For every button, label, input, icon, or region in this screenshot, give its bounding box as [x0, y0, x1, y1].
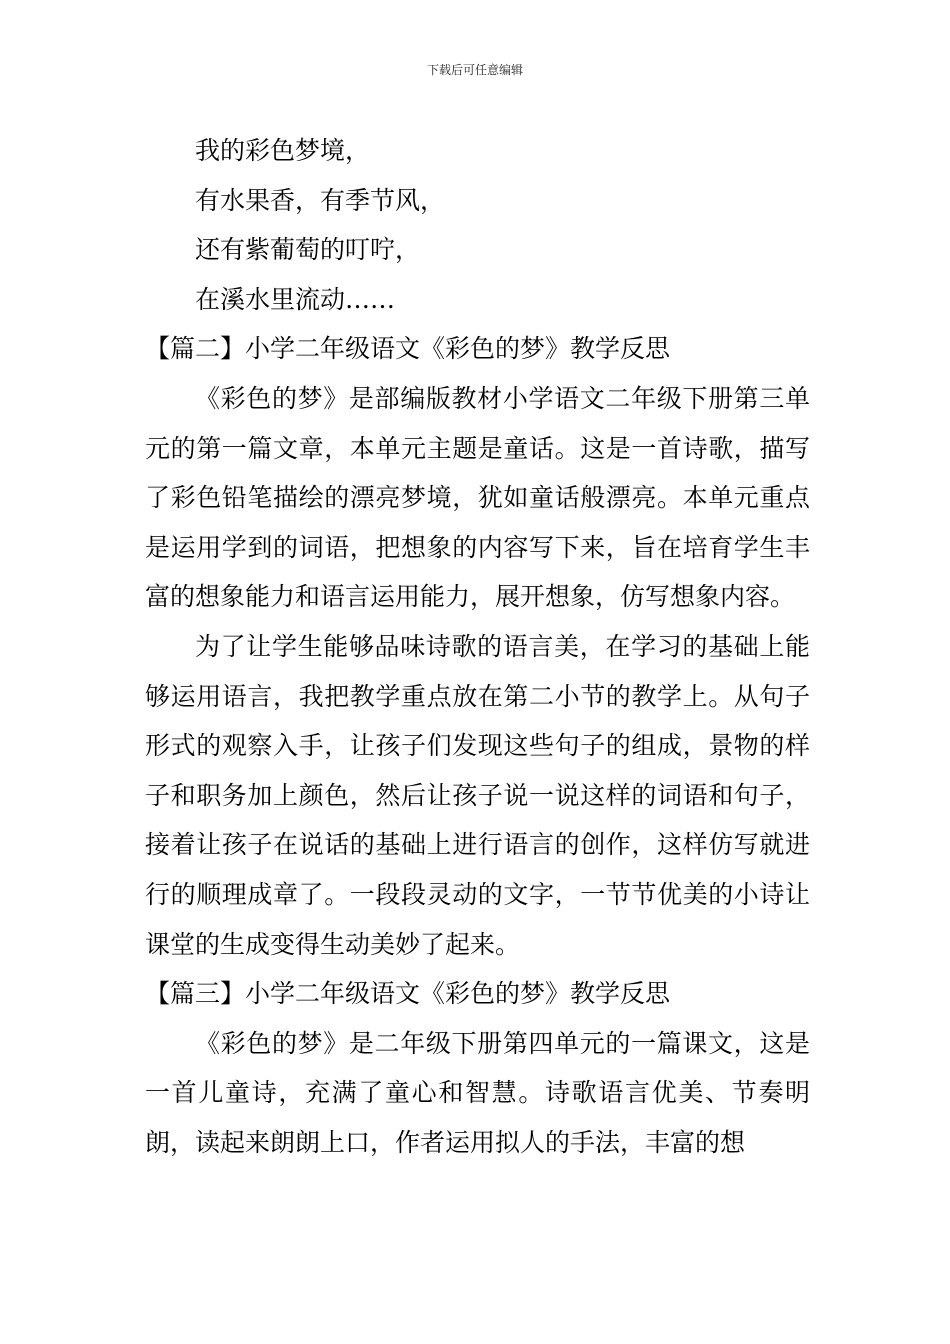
- section-2-paragraph-1: 《彩色的梦》是部编版教材小学语文二年级下册第三单元的第一篇文章，本单元主题是童话。这是一首诗歌，描写了彩色铅笔描绘的漂亮梦境，犹如童话般漂亮。本单元重点是运用学到的词语，把想象的内容写下来，旨在培育学生丰富的想象能力和语言运用能力，展开想象，仿写想象内容。: [145, 383, 810, 612]
- section-2-title: 【篇二】小学二年级语文《彩色的梦》教学反思: [145, 334, 671, 364]
- poem: [145, 126, 810, 324]
- poem-line: 我的彩色梦境，: [195, 136, 371, 165]
- poem-line: 还有紫葡萄的叮咛，: [195, 235, 421, 265]
- page-header: 下载后可任意编辑: [426, 63, 523, 77]
- section-3-paragraph-1: 《彩色的梦》是二年级下册第四单元的一篇课文，这是一首儿童诗，充满了童心和智慧。诗歌语言优美、节奏明朗，读起来朗朗上口，作者运用拟人的手法，丰富的想: [145, 1028, 810, 1157]
- section-3-title: 【篇三】小学二年级语文《彩色的梦》教学反思: [145, 979, 671, 1009]
- document-body: [145, 126, 810, 1167]
- section-2-paragraph-2: 为了让学生能够品味诗歌的语言美，在学习的基础上能够运用语言，我把教学重点放在第二小节的教学上。从句子形式的观察入手，让孩子们发现这些句子的组成，景物的样子和职务加上颜色，然后让孩子说一说这样的词语和句子，接着让孩子在说话的基础上进行语言的创作，这样仿写就进行的顺理成章了。一段段灵动的文字，一节节优美的小诗让课堂的生成变得生动美妙了起来。: [145, 631, 810, 959]
- poem-line: 在溪水里流动……: [195, 284, 396, 314]
- poem-line: 有水果香，有季节风，: [195, 185, 446, 215]
